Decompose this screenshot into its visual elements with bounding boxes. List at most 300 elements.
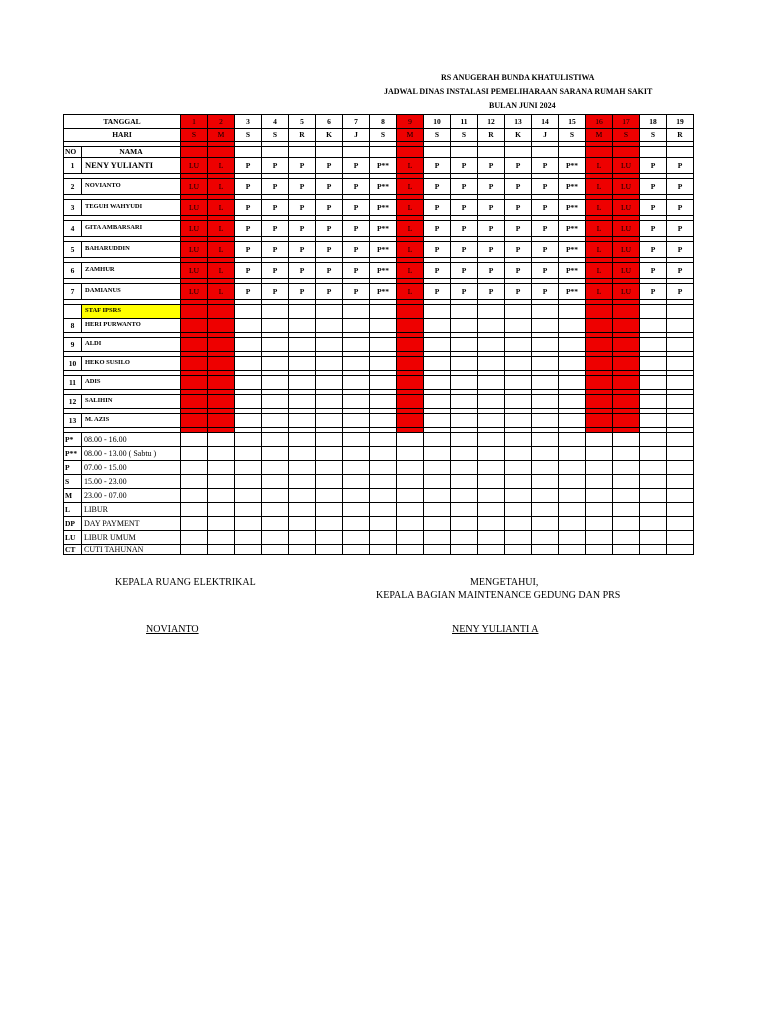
schedule-cell — [478, 395, 505, 409]
legend-blank-cell — [235, 517, 262, 531]
date-header: 3 — [235, 115, 262, 129]
shift-cell: P — [478, 221, 505, 237]
legend-blank-cell — [289, 447, 316, 461]
shift-cell: P — [640, 221, 667, 237]
staff-no: 5 — [64, 242, 82, 258]
legend-blank-cell — [451, 447, 478, 461]
shift-cell: P — [532, 158, 559, 174]
shift-cell: P — [478, 242, 505, 258]
shift-cell: L — [586, 158, 613, 174]
shift-cell: P — [343, 284, 370, 300]
date-header: 9 — [397, 115, 424, 129]
legend-blank-cell — [505, 517, 532, 531]
shift-cell: P — [478, 263, 505, 279]
staff-name: ZAMHUR — [82, 263, 181, 279]
shift-cell: P — [532, 179, 559, 195]
right-signature-subtitle: KEPALA BAGIAN MAINTENANCE GEDUNG DAN PRS — [376, 590, 621, 601]
shift-cell: P — [343, 179, 370, 195]
legend-blank-cell — [343, 545, 370, 555]
shift-cell: P — [235, 242, 262, 258]
schedule-cell — [289, 376, 316, 390]
ipsrs-label: STAF IPSRS — [82, 305, 181, 319]
shift-cell: P — [424, 221, 451, 237]
legend-row — [64, 489, 694, 503]
shift-cell: LU — [181, 221, 208, 237]
legend-blank-cell — [532, 503, 559, 517]
legend-code: P — [64, 461, 82, 475]
shift-cell: L — [586, 179, 613, 195]
shift-cell: P — [424, 179, 451, 195]
legend-blank-cell — [397, 503, 424, 517]
shift-cell: L — [586, 263, 613, 279]
shift-cell: L — [586, 242, 613, 258]
day-header: J — [343, 129, 370, 142]
schedule-cell — [208, 319, 235, 333]
schedule-title: JADWAL DINAS INSTALASI PEMELIHARAAN SARANA RUMAH SAKIT — [384, 87, 653, 96]
schedule-cell — [613, 305, 640, 319]
schedule-cell — [316, 395, 343, 409]
shift-cell: P — [289, 263, 316, 279]
date-header: 10 — [424, 115, 451, 129]
schedule-cell — [370, 414, 397, 428]
legend-blank-cell — [532, 517, 559, 531]
legend-blank-cell — [235, 433, 262, 447]
schedule-cell — [640, 376, 667, 390]
legend-blank-cell — [640, 517, 667, 531]
legend-blank-cell — [640, 489, 667, 503]
ipsrs-staff-row — [64, 319, 694, 333]
left-signature-name: NOVIANTO — [146, 624, 199, 635]
shift-cell: P — [289, 179, 316, 195]
schedule-cell — [667, 357, 694, 371]
day-header: M — [397, 129, 424, 142]
shift-cell: P — [235, 221, 262, 237]
shift-cell: P — [343, 200, 370, 216]
legend-blank-cell — [316, 531, 343, 545]
legend-blank-cell — [451, 545, 478, 555]
day-header: R — [667, 129, 694, 142]
shift-cell: P — [235, 263, 262, 279]
schedule-cell — [505, 338, 532, 352]
legend-blank-cell — [370, 503, 397, 517]
schedule-cell — [613, 395, 640, 409]
shift-cell: L — [586, 284, 613, 300]
shift-cell: P — [451, 158, 478, 174]
legend-blank-cell — [505, 461, 532, 475]
schedule-cell — [424, 338, 451, 352]
shift-cell: P** — [559, 242, 586, 258]
schedule-cell — [586, 395, 613, 409]
schedule-cell — [397, 147, 424, 158]
legend-blank-cell — [316, 489, 343, 503]
legend-blank-cell — [316, 517, 343, 531]
staff-row — [64, 284, 694, 300]
date-header: 16 — [586, 115, 613, 129]
shift-cell: P — [667, 263, 694, 279]
schedule-cell — [586, 357, 613, 371]
ipsrs-staff-row — [64, 414, 694, 428]
staff-no: 10 — [64, 357, 82, 371]
shift-cell: P — [343, 242, 370, 258]
legend-blank-cell — [532, 447, 559, 461]
schedule-cell — [235, 305, 262, 319]
legend-blank-cell — [640, 545, 667, 555]
legend-blank-cell — [397, 475, 424, 489]
schedule-cell — [397, 395, 424, 409]
day-header: R — [289, 129, 316, 142]
date-header: 7 — [343, 115, 370, 129]
schedule-cell — [532, 147, 559, 158]
legend-blank-cell — [343, 517, 370, 531]
schedule-cell — [559, 338, 586, 352]
schedule-cell — [262, 338, 289, 352]
legend-blank-cell — [613, 531, 640, 545]
legend-row — [64, 503, 694, 517]
shift-cell: P — [667, 242, 694, 258]
date-header: 19 — [667, 115, 694, 129]
staff-name: ADIS — [82, 376, 181, 390]
shift-cell: P — [262, 263, 289, 279]
legend-blank-cell — [586, 489, 613, 503]
shift-cell: P** — [370, 284, 397, 300]
staff-no: 8 — [64, 319, 82, 333]
schedule-cell — [451, 305, 478, 319]
schedule-cell — [208, 305, 235, 319]
schedule-cell — [316, 338, 343, 352]
shift-cell: LU — [181, 263, 208, 279]
schedule-cell — [478, 357, 505, 371]
date-header: 13 — [505, 115, 532, 129]
legend-blank-cell — [397, 433, 424, 447]
schedule-cell — [289, 319, 316, 333]
legend-blank-cell — [343, 433, 370, 447]
date-header: 2 — [208, 115, 235, 129]
schedule-cell — [208, 395, 235, 409]
staff-row — [64, 200, 694, 216]
day-header: S — [235, 129, 262, 142]
legend-blank-cell — [478, 531, 505, 545]
schedule-cell — [667, 376, 694, 390]
legend-blank-cell — [640, 531, 667, 545]
legend-blank-cell — [262, 489, 289, 503]
day-row — [64, 129, 694, 142]
legend-blank-cell — [532, 489, 559, 503]
legend-code: M — [64, 489, 82, 503]
schedule-cell — [181, 357, 208, 371]
schedule-cell — [343, 338, 370, 352]
legend-blank-cell — [532, 461, 559, 475]
schedule-cell — [586, 338, 613, 352]
legend-blank-cell — [505, 489, 532, 503]
day-header: S — [370, 129, 397, 142]
shift-cell: P — [640, 263, 667, 279]
schedule-cell — [586, 319, 613, 333]
column-header-row — [64, 147, 694, 158]
legend-blank-cell — [559, 433, 586, 447]
shift-cell: P — [289, 284, 316, 300]
legend-blank-cell — [424, 461, 451, 475]
schedule-cell — [397, 414, 424, 428]
ipsrs-label-row — [64, 305, 694, 319]
schedule-cell — [262, 305, 289, 319]
shift-cell: P** — [559, 179, 586, 195]
shift-cell: P — [451, 179, 478, 195]
schedule-cell — [478, 319, 505, 333]
day-header: S — [640, 129, 667, 142]
legend-blank-cell — [613, 475, 640, 489]
legend-blank-cell — [505, 447, 532, 461]
schedule-cell — [505, 414, 532, 428]
legend-blank-cell — [478, 475, 505, 489]
schedule-cell — [397, 319, 424, 333]
legend-blank-cell — [235, 531, 262, 545]
legend-blank-cell — [613, 433, 640, 447]
shift-cell: L — [208, 263, 235, 279]
staff-no: 4 — [64, 221, 82, 237]
shift-cell: P** — [559, 284, 586, 300]
legend-desc: LIBUR UMUM — [82, 531, 181, 545]
schedule-cell — [370, 338, 397, 352]
shift-cell: P — [640, 158, 667, 174]
legend-blank-cell — [667, 517, 694, 531]
shift-cell: P — [667, 200, 694, 216]
shift-cell: P — [640, 284, 667, 300]
legend-blank-cell — [289, 489, 316, 503]
shift-cell: P — [451, 242, 478, 258]
date-header: 18 — [640, 115, 667, 129]
legend-code: P** — [64, 447, 82, 461]
legend-blank-cell — [559, 517, 586, 531]
legend-blank-cell — [316, 503, 343, 517]
legend-code: DP — [64, 517, 82, 531]
shift-cell: P** — [370, 221, 397, 237]
legend-code: P* — [64, 433, 82, 447]
legend-blank-cell — [586, 517, 613, 531]
legend-blank-cell — [370, 461, 397, 475]
schedule-cell — [208, 376, 235, 390]
legend-blank-cell — [181, 447, 208, 461]
shift-cell: LU — [613, 242, 640, 258]
legend-blank-cell — [235, 503, 262, 517]
staff-no: 11 — [64, 376, 82, 390]
schedule-cell — [532, 357, 559, 371]
shift-cell: P — [505, 284, 532, 300]
shift-cell: P** — [559, 200, 586, 216]
schedule-cell — [208, 147, 235, 158]
shift-cell: L — [208, 221, 235, 237]
staff-row — [64, 242, 694, 258]
legend-blank-cell — [262, 531, 289, 545]
schedule-cell — [343, 376, 370, 390]
legend-blank-cell — [424, 531, 451, 545]
schedule-cell — [370, 395, 397, 409]
schedule-cell — [613, 376, 640, 390]
right-signature-title: MENGETAHUI, — [470, 577, 539, 588]
schedule-cell — [586, 147, 613, 158]
schedule-cell — [289, 305, 316, 319]
shift-cell: P — [235, 284, 262, 300]
schedule-cell — [667, 338, 694, 352]
schedule-cell — [235, 357, 262, 371]
schedule-cell — [613, 357, 640, 371]
schedule-cell — [289, 414, 316, 428]
legend-blank-cell — [343, 461, 370, 475]
legend-desc: CUTI TAHUNAN — [82, 545, 181, 555]
legend-row — [64, 461, 694, 475]
legend-blank-cell — [451, 531, 478, 545]
schedule-cell — [181, 376, 208, 390]
legend-blank-cell — [640, 433, 667, 447]
legend-blank-cell — [559, 503, 586, 517]
shift-cell: P — [316, 200, 343, 216]
schedule-cell — [559, 357, 586, 371]
legend-blank-cell — [451, 503, 478, 517]
legend-blank-cell — [451, 489, 478, 503]
schedule-cell — [316, 357, 343, 371]
schedule-cell — [316, 319, 343, 333]
legend-blank-cell — [424, 447, 451, 461]
shift-cell: P — [532, 263, 559, 279]
schedule-cell — [343, 147, 370, 158]
day-header: M — [586, 129, 613, 142]
legend-blank-cell — [181, 503, 208, 517]
legend-blank-cell — [613, 545, 640, 555]
legend-blank-cell — [208, 461, 235, 475]
schedule-cell — [343, 319, 370, 333]
legend-blank-cell — [667, 433, 694, 447]
schedule-cell — [235, 338, 262, 352]
legend-code: LU — [64, 531, 82, 545]
schedule-cell — [586, 414, 613, 428]
shift-cell: P — [316, 284, 343, 300]
legend-blank-cell — [667, 461, 694, 475]
schedule-cell — [478, 147, 505, 158]
shift-cell: P** — [370, 179, 397, 195]
staff-no: 1 — [64, 158, 82, 174]
schedule-cell — [181, 147, 208, 158]
shift-cell: L — [397, 179, 424, 195]
schedule-cell — [424, 319, 451, 333]
legend-blank-cell — [370, 517, 397, 531]
schedule-cell — [343, 305, 370, 319]
shift-cell: P — [640, 179, 667, 195]
legend-blank-cell — [181, 517, 208, 531]
legend-blank-cell — [235, 489, 262, 503]
staff-no: 12 — [64, 395, 82, 409]
shift-cell: P — [478, 179, 505, 195]
schedule-cell — [262, 147, 289, 158]
date-header: 12 — [478, 115, 505, 129]
schedule-cell — [505, 147, 532, 158]
staff-name: M. AZIS — [82, 414, 181, 428]
shift-cell: P — [262, 221, 289, 237]
legend-blank-cell — [478, 503, 505, 517]
schedule-cell — [424, 376, 451, 390]
legend-desc: 08.00 - 13.00 ( Sabtu ) — [82, 447, 181, 461]
legend-blank-cell — [451, 517, 478, 531]
schedule-cell — [559, 395, 586, 409]
legend-blank-cell — [289, 461, 316, 475]
schedule-cell — [424, 147, 451, 158]
hari-label: HARI — [64, 129, 181, 142]
legend-blank-cell — [316, 447, 343, 461]
schedule-cell — [289, 338, 316, 352]
day-header: S — [451, 129, 478, 142]
shift-cell: P — [316, 221, 343, 237]
legend-blank-cell — [559, 489, 586, 503]
shift-cell: L — [208, 200, 235, 216]
staff-no: 2 — [64, 179, 82, 195]
legend-blank-cell — [208, 489, 235, 503]
legend-blank-cell — [613, 503, 640, 517]
shift-cell: L — [586, 221, 613, 237]
staff-no: 3 — [64, 200, 82, 216]
legend-blank-cell — [208, 433, 235, 447]
legend-blank-cell — [397, 489, 424, 503]
shift-cell: P — [451, 200, 478, 216]
schedule-cell — [343, 357, 370, 371]
shift-cell: P — [235, 158, 262, 174]
shift-cell: P — [289, 158, 316, 174]
shift-cell: P — [532, 200, 559, 216]
schedule-cell — [262, 395, 289, 409]
date-header: 1 — [181, 115, 208, 129]
staff-name: SALIHIN — [82, 395, 181, 409]
schedule-cell — [370, 357, 397, 371]
legend-blank-cell — [343, 475, 370, 489]
legend-blank-cell — [505, 475, 532, 489]
shift-cell: P** — [370, 242, 397, 258]
schedule-cell — [370, 147, 397, 158]
staff-name: ALDI — [82, 338, 181, 352]
schedule-cell — [235, 376, 262, 390]
legend-blank-cell — [667, 531, 694, 545]
shift-cell: LU — [613, 284, 640, 300]
legend-blank-cell — [289, 531, 316, 545]
shift-cell: P — [289, 200, 316, 216]
shift-cell: P — [505, 242, 532, 258]
shift-cell: P — [262, 284, 289, 300]
legend-blank-cell — [424, 433, 451, 447]
legend-blank-cell — [181, 545, 208, 555]
legend-desc: 15.00 - 23.00 — [82, 475, 181, 489]
legend-blank-cell — [262, 545, 289, 555]
schedule-cell — [559, 319, 586, 333]
legend-code: L — [64, 503, 82, 517]
shift-cell: LU — [181, 158, 208, 174]
schedule-cell — [532, 305, 559, 319]
legend-code: S — [64, 475, 82, 489]
schedule-cell — [640, 147, 667, 158]
legend-blank-cell — [586, 475, 613, 489]
shift-cell: P — [451, 284, 478, 300]
legend-blank-cell — [532, 475, 559, 489]
shift-cell: LU — [613, 158, 640, 174]
legend-blank-cell — [181, 489, 208, 503]
shift-cell: L — [397, 221, 424, 237]
legend-blank-cell — [235, 475, 262, 489]
shift-cell: P** — [559, 221, 586, 237]
shift-cell: P — [451, 263, 478, 279]
legend-blank-cell — [451, 475, 478, 489]
legend-row — [64, 475, 694, 489]
staff-name: HEKO SUSILO — [82, 357, 181, 371]
schedule-cell — [316, 414, 343, 428]
legend-blank-cell — [343, 447, 370, 461]
schedule-cell — [613, 147, 640, 158]
legend-blank-cell — [262, 503, 289, 517]
legend-blank-cell — [370, 475, 397, 489]
